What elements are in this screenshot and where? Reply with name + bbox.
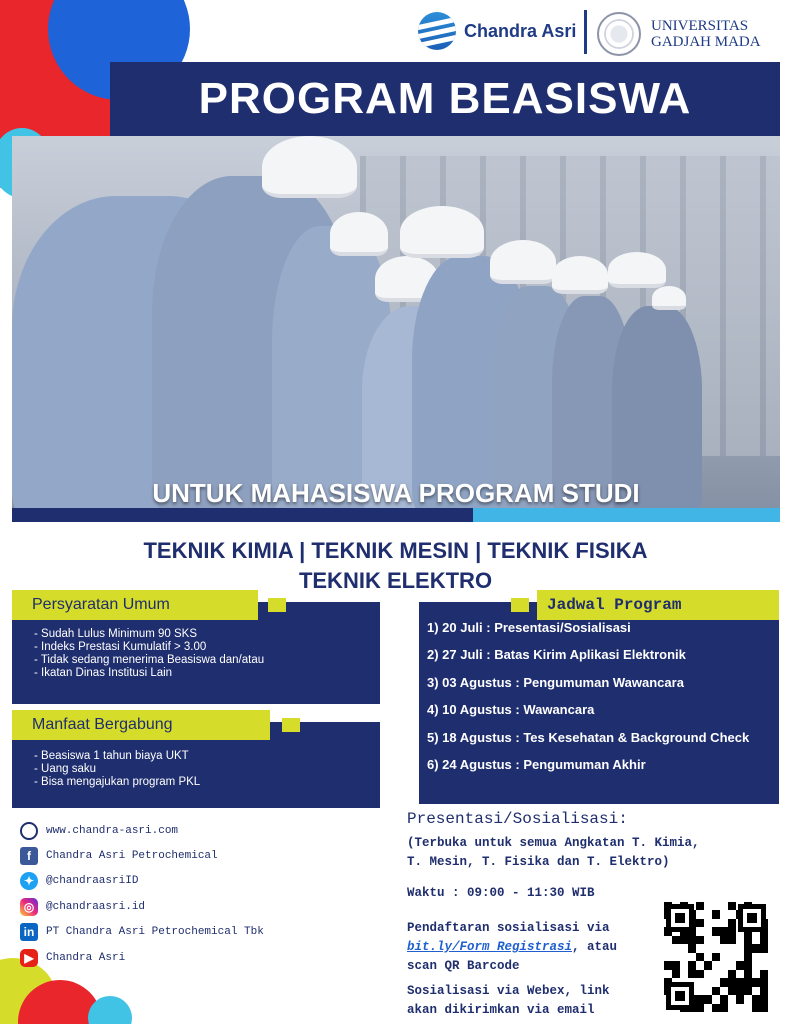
contact-youtube[interactable]: ▶ Chandra Asri <box>20 945 264 970</box>
hero-caption: UNTUK MAHASISWA PROGRAM STUDI <box>152 478 640 508</box>
schedule-item: 1) 20 Juli : Presentasi/Sosialisasi <box>427 620 631 635</box>
info-heading: Presentasi/Sosialisasi: <box>407 810 628 828</box>
contact-instagram[interactable]: ◎ @chandraasri.id <box>20 894 264 919</box>
registration-link[interactable]: bit.ly/Form Registrasi <box>407 940 573 954</box>
contact-website[interactable]: www.chandra-asri.com <box>20 818 264 843</box>
list-item: - Ikatan Dinas Institusi Lain <box>34 667 173 679</box>
title-band <box>110 62 780 136</box>
schedule-list <box>419 602 779 784</box>
info-reg-1: Pendaftaran sosialisasi via <box>407 921 610 935</box>
contact-twitter[interactable]: ✦ @chandraasriID <box>20 869 264 894</box>
benefits-title: Manfaat Bergabung <box>12 710 270 740</box>
page-title: PROGRAM BEASISWA <box>198 74 692 123</box>
twitter-icon: ✦ <box>20 872 38 890</box>
info-reg-3: scan QR Barcode <box>407 959 520 973</box>
info-webex-2: akan dikirimkan via email <box>407 1003 595 1017</box>
contact-list <box>20 818 264 970</box>
schedule-item: 2) 27 Juli : Batas Kirim Aplikasi Elektronik <box>427 647 686 663</box>
qr-finder <box>666 904 694 932</box>
schedule-item: 3) 03 Agustus : Pengumuman Wawancara <box>427 674 684 690</box>
globe-icon <box>20 822 38 840</box>
hero-stripe <box>12 508 780 522</box>
requirements-title: Persyaratan Umum <box>12 590 258 620</box>
chandra-asri-logo <box>418 12 576 50</box>
list-item: - Indeks Prestasi Kumulatif > 3.00 <box>34 641 207 653</box>
youtube-icon: ▶ <box>20 949 38 967</box>
info-reg-line: bit.ly/Form Registrasi, atau <box>407 940 618 954</box>
programs-line-1: TEKNIK KIMIA | TEKNIK MESIN | TEKNIK FISIKA <box>143 538 648 563</box>
qr-finder <box>738 904 766 932</box>
contact-facebook[interactable]: f Chandra Asri Petrochemical <box>20 843 264 868</box>
linkedin-icon: in <box>20 923 38 941</box>
ugm-seal-icon <box>597 12 641 56</box>
contact-linkedin[interactable]: in PT Chandra Asri Petrochemical Tbk <box>20 920 264 945</box>
facebook-icon: f <box>20 847 38 865</box>
list-item: - Beasiswa 1 tahun biaya UKT <box>34 750 189 762</box>
schedule-panel <box>419 602 779 804</box>
chandra-asri-logo-text: Chandra Asri <box>464 20 577 41</box>
list-item: - Bisa mengajukan program PKL <box>34 776 201 788</box>
hero-photo-workers <box>12 136 780 513</box>
info-open-note-2: T. Mesin, T. Fisika dan T. Elektro) <box>407 855 670 869</box>
logo-divider <box>584 10 587 54</box>
schedule-title: Jadwal Program <box>537 590 779 620</box>
info-time: Waktu : 09:00 - 11:30 WIB <box>407 886 595 900</box>
instagram-icon: ◎ <box>20 898 38 916</box>
decor-square <box>268 598 286 612</box>
ugm-logo <box>597 12 761 56</box>
qr-finder <box>666 982 694 1010</box>
info-webex-1: Sosialisasi via Webex, link <box>407 984 610 998</box>
ugm-logo-text: UNIVERSITAS GADJAH MADA <box>651 18 761 50</box>
study-programs <box>0 536 791 596</box>
schedule-item: 4) 10 Agustus : Wawancara <box>427 702 595 718</box>
decor-square <box>282 718 300 732</box>
list-item: - Uang saku <box>34 763 97 775</box>
list-item: - Tidak sedang menerima Beasiswa dan/atau <box>34 654 265 666</box>
decor-square <box>511 598 529 612</box>
schedule-item: 6) 24 Agustus : Pengumuman Akhir <box>427 756 646 772</box>
chandra-asri-globe-icon <box>418 12 456 50</box>
info-open-note-1: (Terbuka untuk semua Angkatan T. Kimia, <box>407 836 700 850</box>
schedule-item: 5) 18 Agustus : Tes Kesehatan & Background Check <box>427 729 750 745</box>
programs-line-2: TEKNIK ELEKTRO <box>298 568 493 593</box>
list-item: - Sudah Lulus Minimum 90 SKS <box>34 628 197 640</box>
